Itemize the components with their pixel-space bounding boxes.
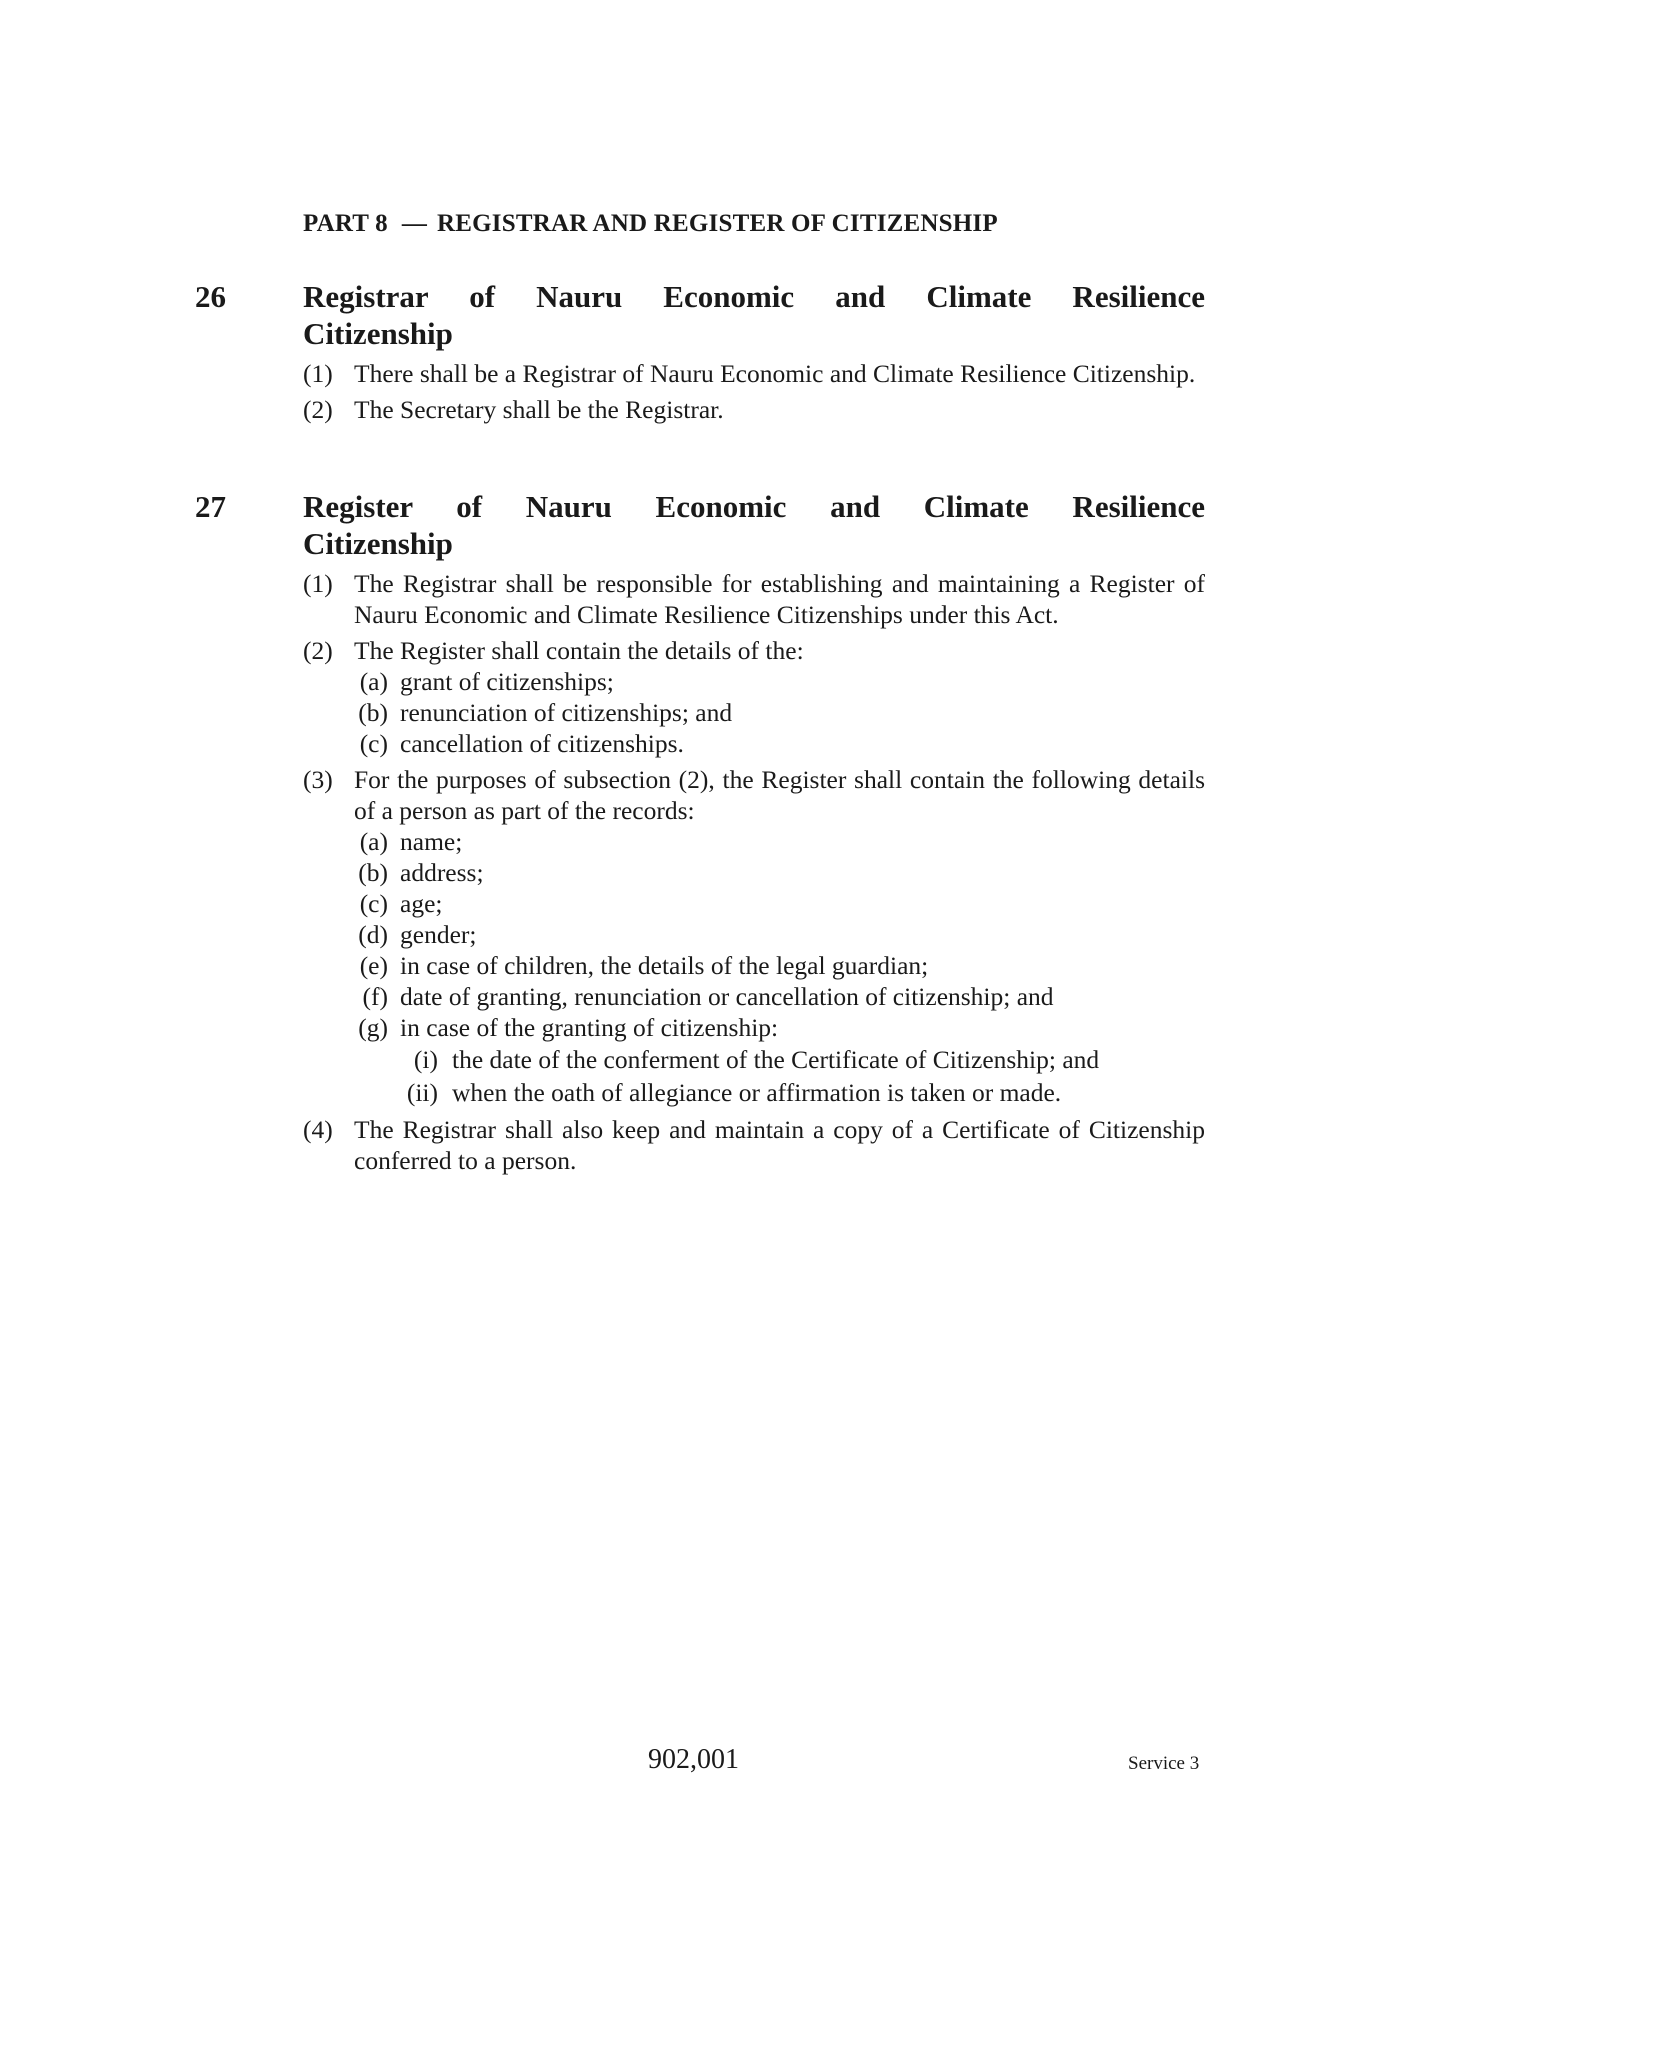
section-27 <box>195 488 1205 1176</box>
paragraph-label: (g) <box>358 1013 388 1042</box>
section-26 <box>195 278 1205 425</box>
paragraph <box>354 981 1205 1012</box>
section-title <box>303 488 1205 562</box>
subsection-label: (3) <box>303 765 333 794</box>
subsection-label: (4) <box>303 1115 333 1144</box>
paragraph-text: grant of citizenships; <box>400 667 614 696</box>
subsection <box>303 1114 1205 1176</box>
paragraph <box>354 919 1205 950</box>
section-number: 27 <box>195 489 226 524</box>
paragraph <box>354 697 1205 728</box>
section-number: 26 <box>195 279 226 314</box>
paragraph <box>354 1012 1205 1043</box>
section-title-line1: Register of Nauru Economic and Climate Resilience <box>303 489 1205 524</box>
paragraph-label: (c) <box>359 729 388 758</box>
subparagraph-label: (i) <box>413 1045 438 1074</box>
paragraph <box>354 826 1205 857</box>
service-label: Service 3 <box>1128 1753 1200 1774</box>
paragraph-label: (a) <box>359 827 388 856</box>
subsection-label: (1) <box>303 569 333 598</box>
paragraph-label: (e) <box>359 951 388 980</box>
subparagraph-label: (ii) <box>406 1078 438 1107</box>
paragraph <box>354 857 1205 888</box>
part-title: REGISTRAR AND REGISTER OF CITIZENSHIP <box>437 210 998 237</box>
part-dash: — <box>401 210 428 237</box>
section-title <box>303 278 1205 352</box>
subsection <box>303 764 1205 1109</box>
section-title-line2: Citizenship <box>303 526 453 561</box>
paragraph <box>354 666 1205 697</box>
paragraph-text: address; <box>400 858 484 887</box>
paragraph-text: name; <box>400 827 463 856</box>
subsection <box>303 358 1205 389</box>
subsection <box>303 635 1205 759</box>
subparagraph-text: when the oath of allegiance or affirmation is taken or made. <box>452 1078 1062 1107</box>
section-title-line2: Citizenship <box>303 316 453 351</box>
paragraph-text: date of granting, renunciation or cancellation of citizenship; and <box>400 982 1054 1011</box>
section-title-line1: Registrar of Nauru Economic and Climate Resilience <box>303 279 1205 314</box>
paragraph-text: in case of children, the details of the legal guardian; <box>400 951 929 980</box>
subsection-label: (1) <box>303 359 333 388</box>
subsection-label: (2) <box>303 395 333 424</box>
paragraph <box>354 728 1205 759</box>
paragraph-label: (f) <box>362 982 388 1011</box>
paragraph-text: age; <box>400 889 443 918</box>
subparagraph <box>400 1043 1205 1076</box>
paragraph-label: (b) <box>358 858 388 887</box>
paragraph-label: (b) <box>358 698 388 727</box>
subsection-text: For the purposes of subsection (2), the Register shall contain the following details of a person as part of the records: <box>354 765 1205 825</box>
subsection-label: (2) <box>303 636 333 665</box>
subsection <box>303 568 1205 630</box>
paragraph <box>354 950 1205 981</box>
subsection-text: There shall be a Registrar of Nauru Economic and Climate Resilience Citizenship. <box>354 359 1196 388</box>
paragraph-label: (a) <box>359 667 388 696</box>
subsection-text: The Register shall contain the details of the: <box>354 636 804 665</box>
paragraph-label: (d) <box>358 920 388 949</box>
paragraph-text: in case of the granting of citizenship: <box>400 1013 779 1042</box>
paragraph-label: (c) <box>359 889 388 918</box>
page-number: 902,001 <box>648 1744 739 1775</box>
subsection-text: The Secretary shall be the Registrar. <box>354 395 724 424</box>
part-heading <box>303 210 998 238</box>
part-number: PART 8 <box>303 210 388 237</box>
subsection-text: The Registrar shall also keep and maintain a copy of a Certificate of Citizenship conferred to a person. <box>354 1115 1205 1175</box>
paragraph-text: gender; <box>400 920 477 949</box>
subsection <box>303 394 1205 425</box>
subparagraph-text: the date of the conferment of the Certificate of Citizenship; and <box>452 1045 1100 1074</box>
paragraph-text: renunciation of citizenships; and <box>400 698 733 727</box>
paragraph-text: cancellation of citizenships. <box>400 729 684 758</box>
paragraph <box>354 888 1205 919</box>
subsection-text: The Registrar shall be responsible for establishing and maintaining a Register of Nauru Economic and Climate Resilience Citizenships under this Act. <box>354 569 1205 629</box>
subparagraph <box>400 1076 1205 1109</box>
